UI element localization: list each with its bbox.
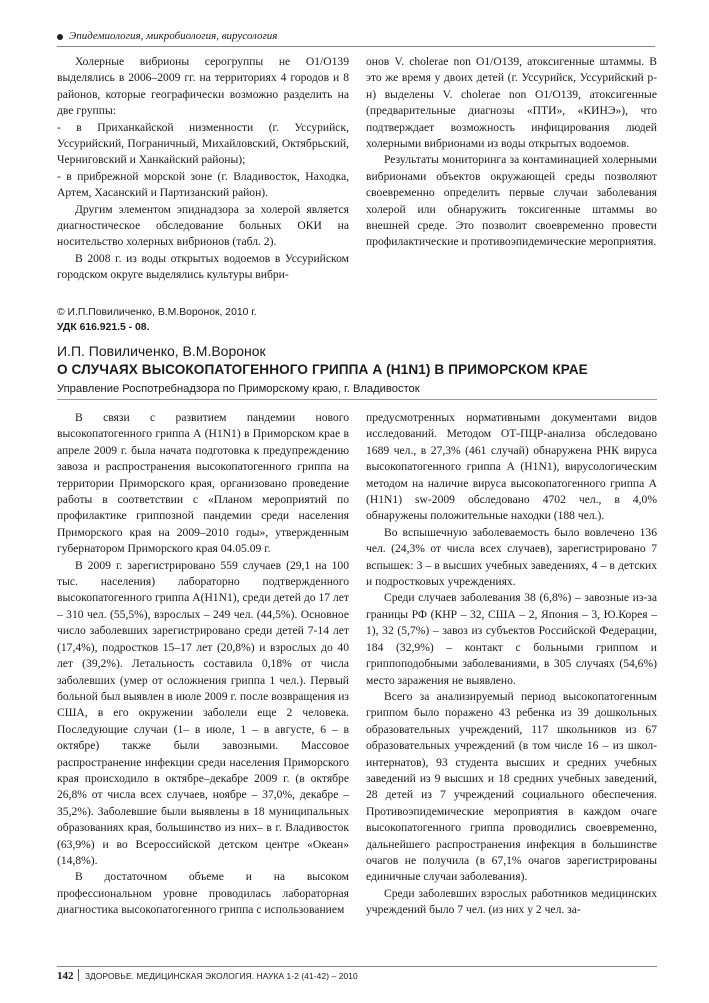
page-number: 142 — [57, 970, 74, 982]
paragraph: Результаты мониторинга за контаминацией холерными вибрионами объектов окружающей среды позволяют своевременно определить первые случаи заболевания холерой или обнаружить токсигенные штаммы во внешней среде. Это позволит своевременно провести профилактические и противоэпидемические мероприятия. — [366, 153, 657, 249]
paragraph: Во вспышечную заболеваемость было вовлечено 136 чел. (24,3% от числа всех случаев), зарегистрировано 7 вспышек: 3 – в высших учебных заведениях, 4 – в детских и подростковых учреждениях. — [366, 525, 657, 589]
running-header — [57, 30, 657, 44]
header-rule — [57, 46, 655, 47]
paragraph: В 2009 г. зарегистрировано 559 случаев (29,1 на 100 тыс. населения) лабораторно подтвержденного высокопатогенного гриппа А(H1N1), среди детей до 17 лет – 310 чел. (55,5%), взрослых – 249 чел. (44,5%). Основное число заболевших зарегистрировано среди детей 7-14 лет (17,4%), подростков 15–17 лет (20,8%) и взрослых до 40 лет (39,2%). Летальность составила 0,18% от числа заболевших (умер от осложнения гриппа 1 чел.). Первый больной был выявлен в июле 2009 г. после возвращения из США, в его окружении заболели еще 2 человека. Последующие случаи (1– в июле, 1 – в августе, 6 – в октябре) также были завозными. Массовое распространение инфекции среди населения Приморского края происходило в октябре–декабре 2009 г. (в октябре 26,8% от числа всех случаев, ноябре – 37,0%, декабре – 35,2%). Заболевшие были выявлены в 18 муниципальных образованиях края, большинство из них– в г. Владивосток (63,9%) и во Всероссийской детском центре «Океан» (14,8%). — [57, 558, 349, 867]
paragraph: Холерные вибрионы серогруппы не O1/O139 выделялись в 2006–2009 гг. на территориях 4 городов и 8 районов, которые географически возможно разделить на две группы: — [57, 55, 349, 118]
paragraph: Всего за анализируемый период высокопатогенным гриппом было поражено 43 ребенка из 39 дошкольных образовательных учреждений, 117 школьников из 67 образовательных учреждений (в том числе 16 – из школ-интернатов), 93 студента высших и средних учебных заведений из 9 высших и 18 средних учебных заведений, 28 детей из 7 учреждений социального обеспечения. Противоэпидемические мероприятия в каждом очаге высокопатогенного гриппа проводились своевременно, дальнейшего распространения инфекция в большинстве очагов не получила (в 67,1% очагов зарегистрированы единичные случаи заболевания). — [366, 689, 657, 884]
paragraph: предусмотренных нормативными документами видов исследований. Методом ОТ-ПЦР-анализа обследовано 1689 чел., в 27,3% (461 случай) обнаружена РНК вируса высокопатогенного гриппа А (H1N1), вирусологическим методом на наличие вируса высокопатогенного гриппа А (H1N1) sw-2009 обследовано 4702 чел., в 4,0% обнаружены положительные находки (188 чел.). — [366, 411, 657, 523]
section-title: Эпидемиология, микробиология, вирусология — [69, 30, 278, 42]
paragraph: онов V. cholerae non O1/O139, атоксигенные штаммы. В это же время у двоих детей (г. Уссурийск, Уссурийский р-н) выделены V. cholerae non O1/O139, атоксигенные (предварительные диагнозы «ПТИ», «КИНЭ»), что подтверждает возможность инфицирования людей холерными вибрионами из воды открытых водоемов. — [366, 55, 657, 151]
copyright: © И.П.Повиличенко, В.М.Воронок, 2010 г. — [57, 307, 257, 318]
list-item: - в прибрежной морской зоне (г. Владивосток, Находка, Артем, Хасанский и Партизанский район). — [57, 169, 349, 200]
paragraph: В достаточном объеме и на высоком профессиональном уровне проводилась лабораторная диагностика высокопатогенного гриппа с использованием — [57, 870, 349, 917]
paragraph: В 2008 г. из воды открытых водоемов в Уссурийском городском округе выделялись культуры вибри- — [57, 251, 349, 282]
body-left-column — [57, 410, 349, 919]
paragraph: Другим элементом эпиднадзора за холерой является диагностическое обследование больных ОКИ на носительство холерных вибрионов (табл. 2). — [57, 202, 349, 249]
paragraph: Среди заболевших взрослых работников медицинских учреждений было 7 чел. (из них у 2 чел. за- — [366, 886, 657, 917]
article-authors: И.П. Повиличенко, В.М.Воронок — [57, 343, 266, 359]
udk-code: УДК 616.921.5 - 08. — [57, 322, 150, 333]
body-right-column — [366, 410, 657, 919]
top-right-column — [366, 54, 657, 251]
bullet-icon — [57, 34, 63, 40]
footer-separator — [78, 969, 79, 981]
page-footer — [57, 966, 657, 982]
paragraph: В связи с развитием пандемии нового высокопатогенного гриппа А (H1N1) в Приморском крае в апреле 2009 г. была начата подготовка к предупреждению завоза и распространения высокопатогенного гриппа на территории Приморского края, организовано проведение работы в соответствии с «Планом мероприятий по профилактике гриппозной пандемии среди населения Приморского края на 2009–2010 годы», утвержденным губернатором Приморского края 04.05.09 г. — [57, 411, 349, 556]
journal-name: ЗДОРОВЬЕ. МЕДИЦИНСКАЯ ЭКОЛОГИЯ. НАУКА 1-2 (41-42) – 2010 — [85, 971, 358, 981]
article-title: О СЛУЧАЯХ ВЫСОКОПАТОГЕННОГО ГРИППА А (H1N1) В ПРИМОРСКОМ КРАЕ — [57, 362, 588, 377]
top-left-column — [57, 54, 349, 284]
title-rule — [57, 399, 657, 400]
list-item: - в Приханкайской низменности (г. Уссурийск, Уссурийский, Пограничный, Михайловский, Октябрьский, Черниговский и Ханкайский районы); — [57, 120, 349, 167]
paragraph: Среди случаев заболевания 38 (6,8%) – завозные из-за границы РФ (КНР – 32, США – 2, Япония – 3, Ю.Корея – 1), 32 (5,7%) – завоз из субъектов Российской Федерации, 184 (32,9%) – контакт с больными гриппом и гриппоподобными заболеваниями, в 305 случаях (54,6%) место заражения не выявлено. — [366, 591, 657, 687]
footer-rule — [57, 966, 657, 967]
affiliation: Управление Роспотребнадзора по Приморскому краю, г. Владивосток — [57, 383, 420, 395]
